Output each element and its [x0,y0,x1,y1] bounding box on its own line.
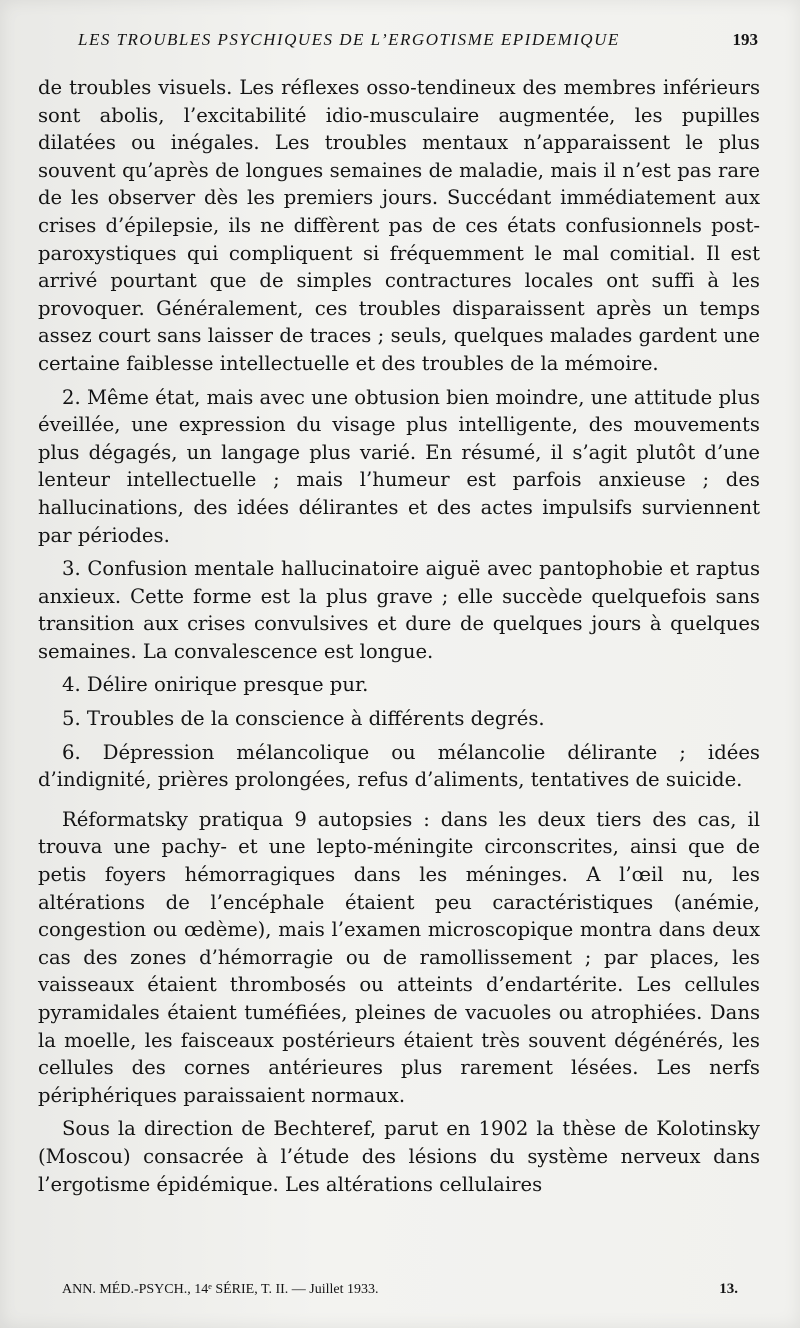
body-text [38,74,760,1198]
footer [62,1281,738,1298]
paragraph-autopsies: Réformatsky pratiqua 9 autopsies : dans les deux tiers des cas, il trouva une pachy- et une lepto-méningite circonscrites, ainsi que de petis foyers hémorragiques dans les méninges. A l’œil nu, les altérations de l’encéphale étaient peu caractéristiques (anémie, congestion ou œdème), mais l’examen microscopique montra dans deux cas des zones d’hémorragie ou de ramollissement ; par places, les vaisseaux étaient thrombosés ou atteints d’endartérite. Les cellules pyramidales étaient tuméfiées, pleines de vacuoles ou atrophiées. Dans la moelle, les faisceaux postérieurs étaient très souvent dégénérés, les cellules des cornes antérieures plus rarement lésées. Les nerfs périphériques paraissaient normaux. [38,807,760,1107]
list-item-6: 6. Dépression mélancolique ou mélancolie délirante ; idées d’indignité, prières prolongées, refus d’aliments, tentatives de suicide. [38,740,760,792]
paragraph-kolotinsky: Sous la direction de Bechteref, parut en 1902 la thèse de Kolotinsky (Moscou) consacrée à l’étude des lésions du système nerveux dans l’ergotisme épidémique. Les altérations cellulaires [38,1117,760,1196]
list-item-5: 5. Troubles de la conscience à différents degrés. [62,707,545,731]
list-item-2: 2. Même état, mais avec une obtusion bien moindre, une attitude plus éveillée, une expression du visage plus intelligente, des mouvements plus dégagés, un langage plus varié. En résumé, il s’agit plutôt d’une lenteur intellectuelle ; mais l’humeur est parfois anxieuse ; des hallucinations, des idées délirantes et des actes impulsifs surviennent par périodes. [38,385,760,547]
list-item-4: 4. Délire onirique presque pur. [62,673,369,697]
paragraph-continuation: de troubles visuels. Les réflexes osso-tendineux des membres inférieurs sont abolis, l’excitabilité idio-musculaire augmentée, les pupilles dilatées ou inégales. Les troubles mentaux n’apparaissent le plus souvent qu’après de longues semaines de maladie, mais il n’est pas rare de les observer dès les premiers jours. Succédant immédiatement aux crises d’épilepsie, ils ne diffèrent pas de ces états confusionnels post-paroxystiques qui compliquent si fréquemment le mal comitial. Il est arrivé pourtant que de simples contractures locales ont suffi à les provoquer. Généralement, ces troubles disparaissent après un temps assez court sans laisser de traces ; seuls, quelques malades gardent une certaine faiblesse intellectuelle et des troubles de la mémoire. [38,76,760,375]
running-title: LES TROUBLES PSYCHIQUES DE L’ERGOTISME EPIDEMIQUE [78,30,620,49]
journal-citation: ANN. MÉD.-PSYCH., 14ᵉ SÉRIE, T. II. — Juillet 1933. [62,1282,379,1297]
running-header [78,30,758,50]
list-item-3: 3. Confusion mentale hallucinatoire aiguë avec pantophobie et raptus anxieux. Cette forme est la plus grave ; elle succède quelquefois sans transition aux crises convulsives et dure de quelques jours à quelques semaines. La convalescence est longue. [38,557,760,663]
page-number: 193 [732,30,758,49]
signature-mark: 13. [719,1281,738,1297]
